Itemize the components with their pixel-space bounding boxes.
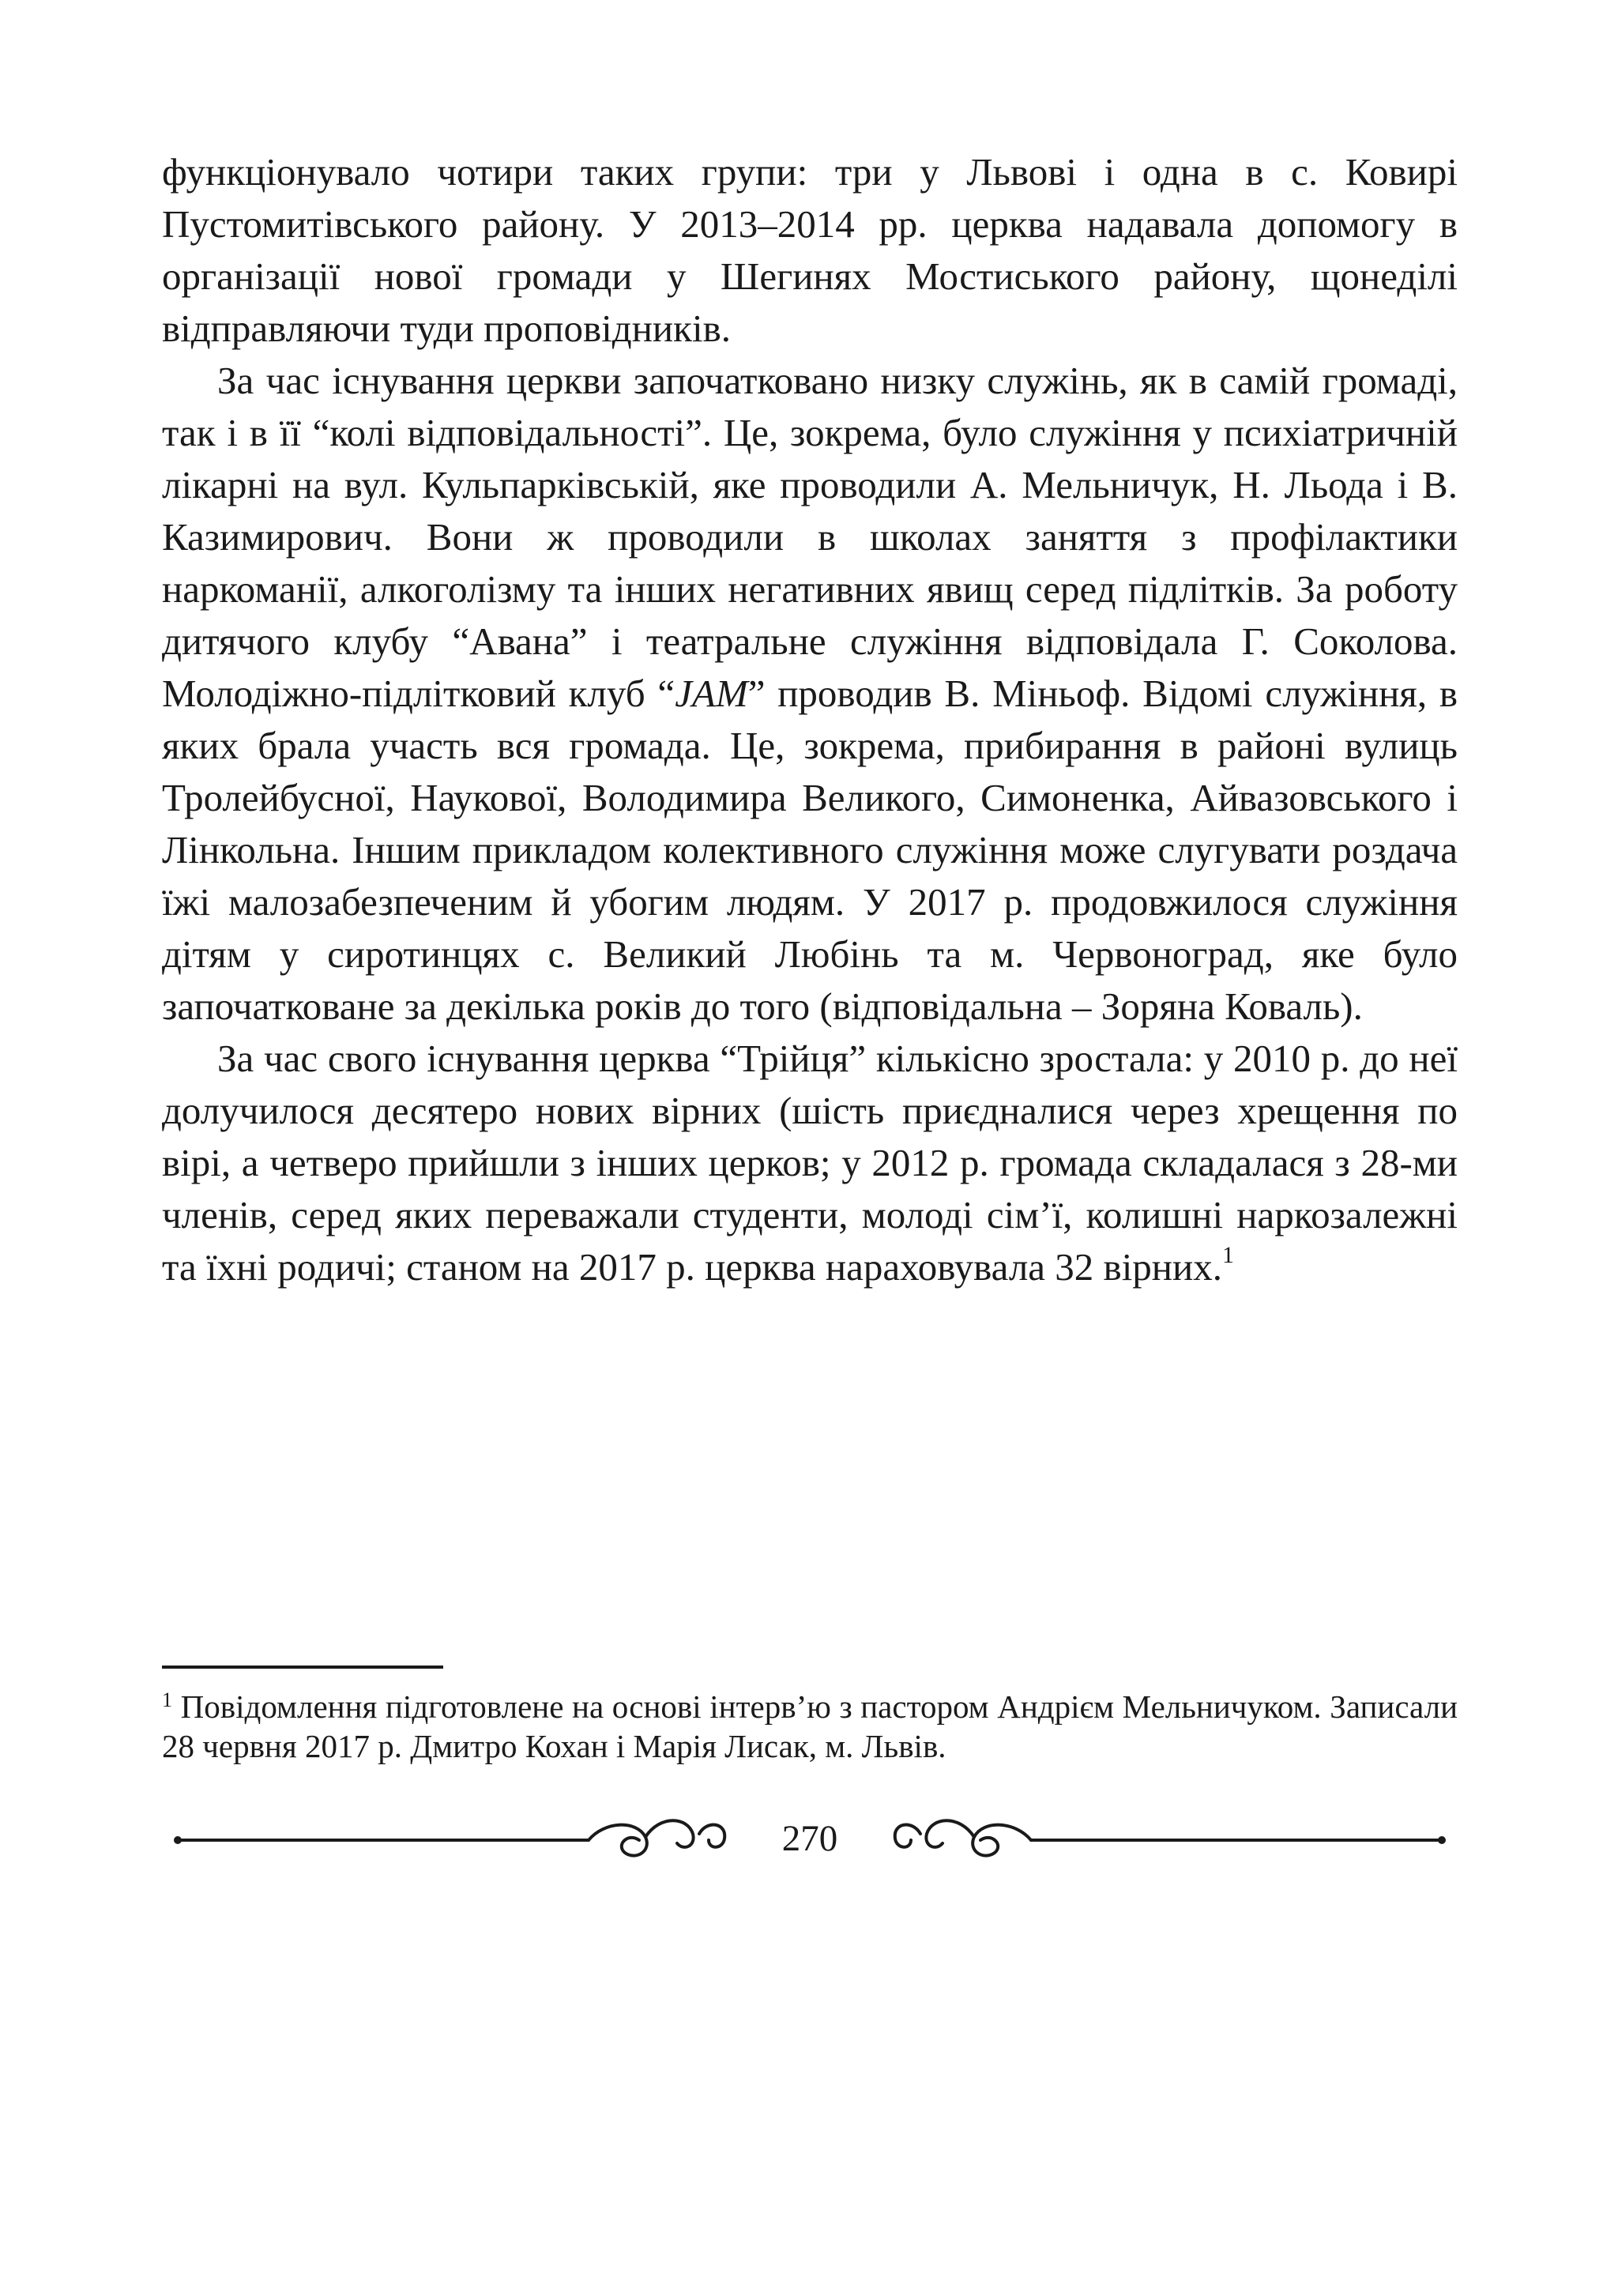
footnote	[162, 1687, 1458, 1766]
footnote-text: Повідомлення підготовлене на основі інтерв’ю з пастором Андрієм Мельничуком. Записали 28 червня 2017 р. Дмитро Кохан і Марія Лисак, м. Львів.	[162, 1688, 1458, 1764]
paragraph-2-text-before: За час існування церкви започатковано низку служінь, як в самій громаді, так і в її “колі відповідальності”. Це, зокрема, було служіння у психіатричній лікарні на вул. Кульпарківській, яке проводили А. Мельничук, Н. Льода і В. Казимирович. Вони ж проводили в школах заняття з профілактики наркоманії, алкоголізму та інших негативних явищ серед підлітків. За роботу дитячого клубу “Авана” і театральне служіння відповідала Г. Соколова. Молодіжно-підлітковий клуб “	[162, 359, 1458, 715]
paragraph-2-italic-club-name: JAM	[675, 672, 748, 715]
paragraph-3	[162, 1033, 1458, 1293]
footnote-marker: 1	[162, 1688, 172, 1711]
main-text	[162, 146, 1458, 1293]
page-footer	[162, 1805, 1458, 1876]
paragraph-1	[162, 146, 1458, 355]
footnote-separator	[162, 1666, 443, 1669]
page-number: 270	[781, 1818, 838, 1859]
paragraph-1-text: функціонувало чотири таких групи: три у Львові і одна в с. Ковирі Пустомитівського району. У 2013–2014 рр. церква надавала допомогу в організації нової громади у Шегинях Мостиського району, щонеділі відправляючи туди проповідників.	[162, 150, 1458, 350]
paragraph-2	[162, 355, 1458, 1033]
paragraph-2-text-after: ” проводив В. Міньоф. Відомі служіння, в яких брала участь вся громада. Це, зокрема, прибирання в районі вулиць Тролейбусної, Наукової, Володимира Великого, Симоненка, Айвазовського і Лінкольна. Іншим прикладом колективного служіння може слугувати роздача їжі малозабезпеченим й убогим людям. У 2017 р. продовжилося служіння дітям у сиротинцях с. Великий Любінь та м. Червоноград, яке було започатковане за декілька років до того (відповідальна – Зоряна Коваль).	[162, 672, 1458, 1028]
footnote-reference[interactable]: 1	[1222, 1242, 1234, 1268]
paragraph-3-text: За час свого існування церква “Трійця” кількісно зростала: у 2010 р. до неї долучилося десятеро нових вірних (шість приєдналися через хрещення по вірі, а четверо прийшли з інших церков; у 2012 р. громада складалася з 28-ми членів, серед яких переважали студенти, молоді сім’ї, колишні наркозалежні та їхні родичі; станом на 2017 р. церква нараховувала 32 вірних.	[162, 1037, 1458, 1289]
